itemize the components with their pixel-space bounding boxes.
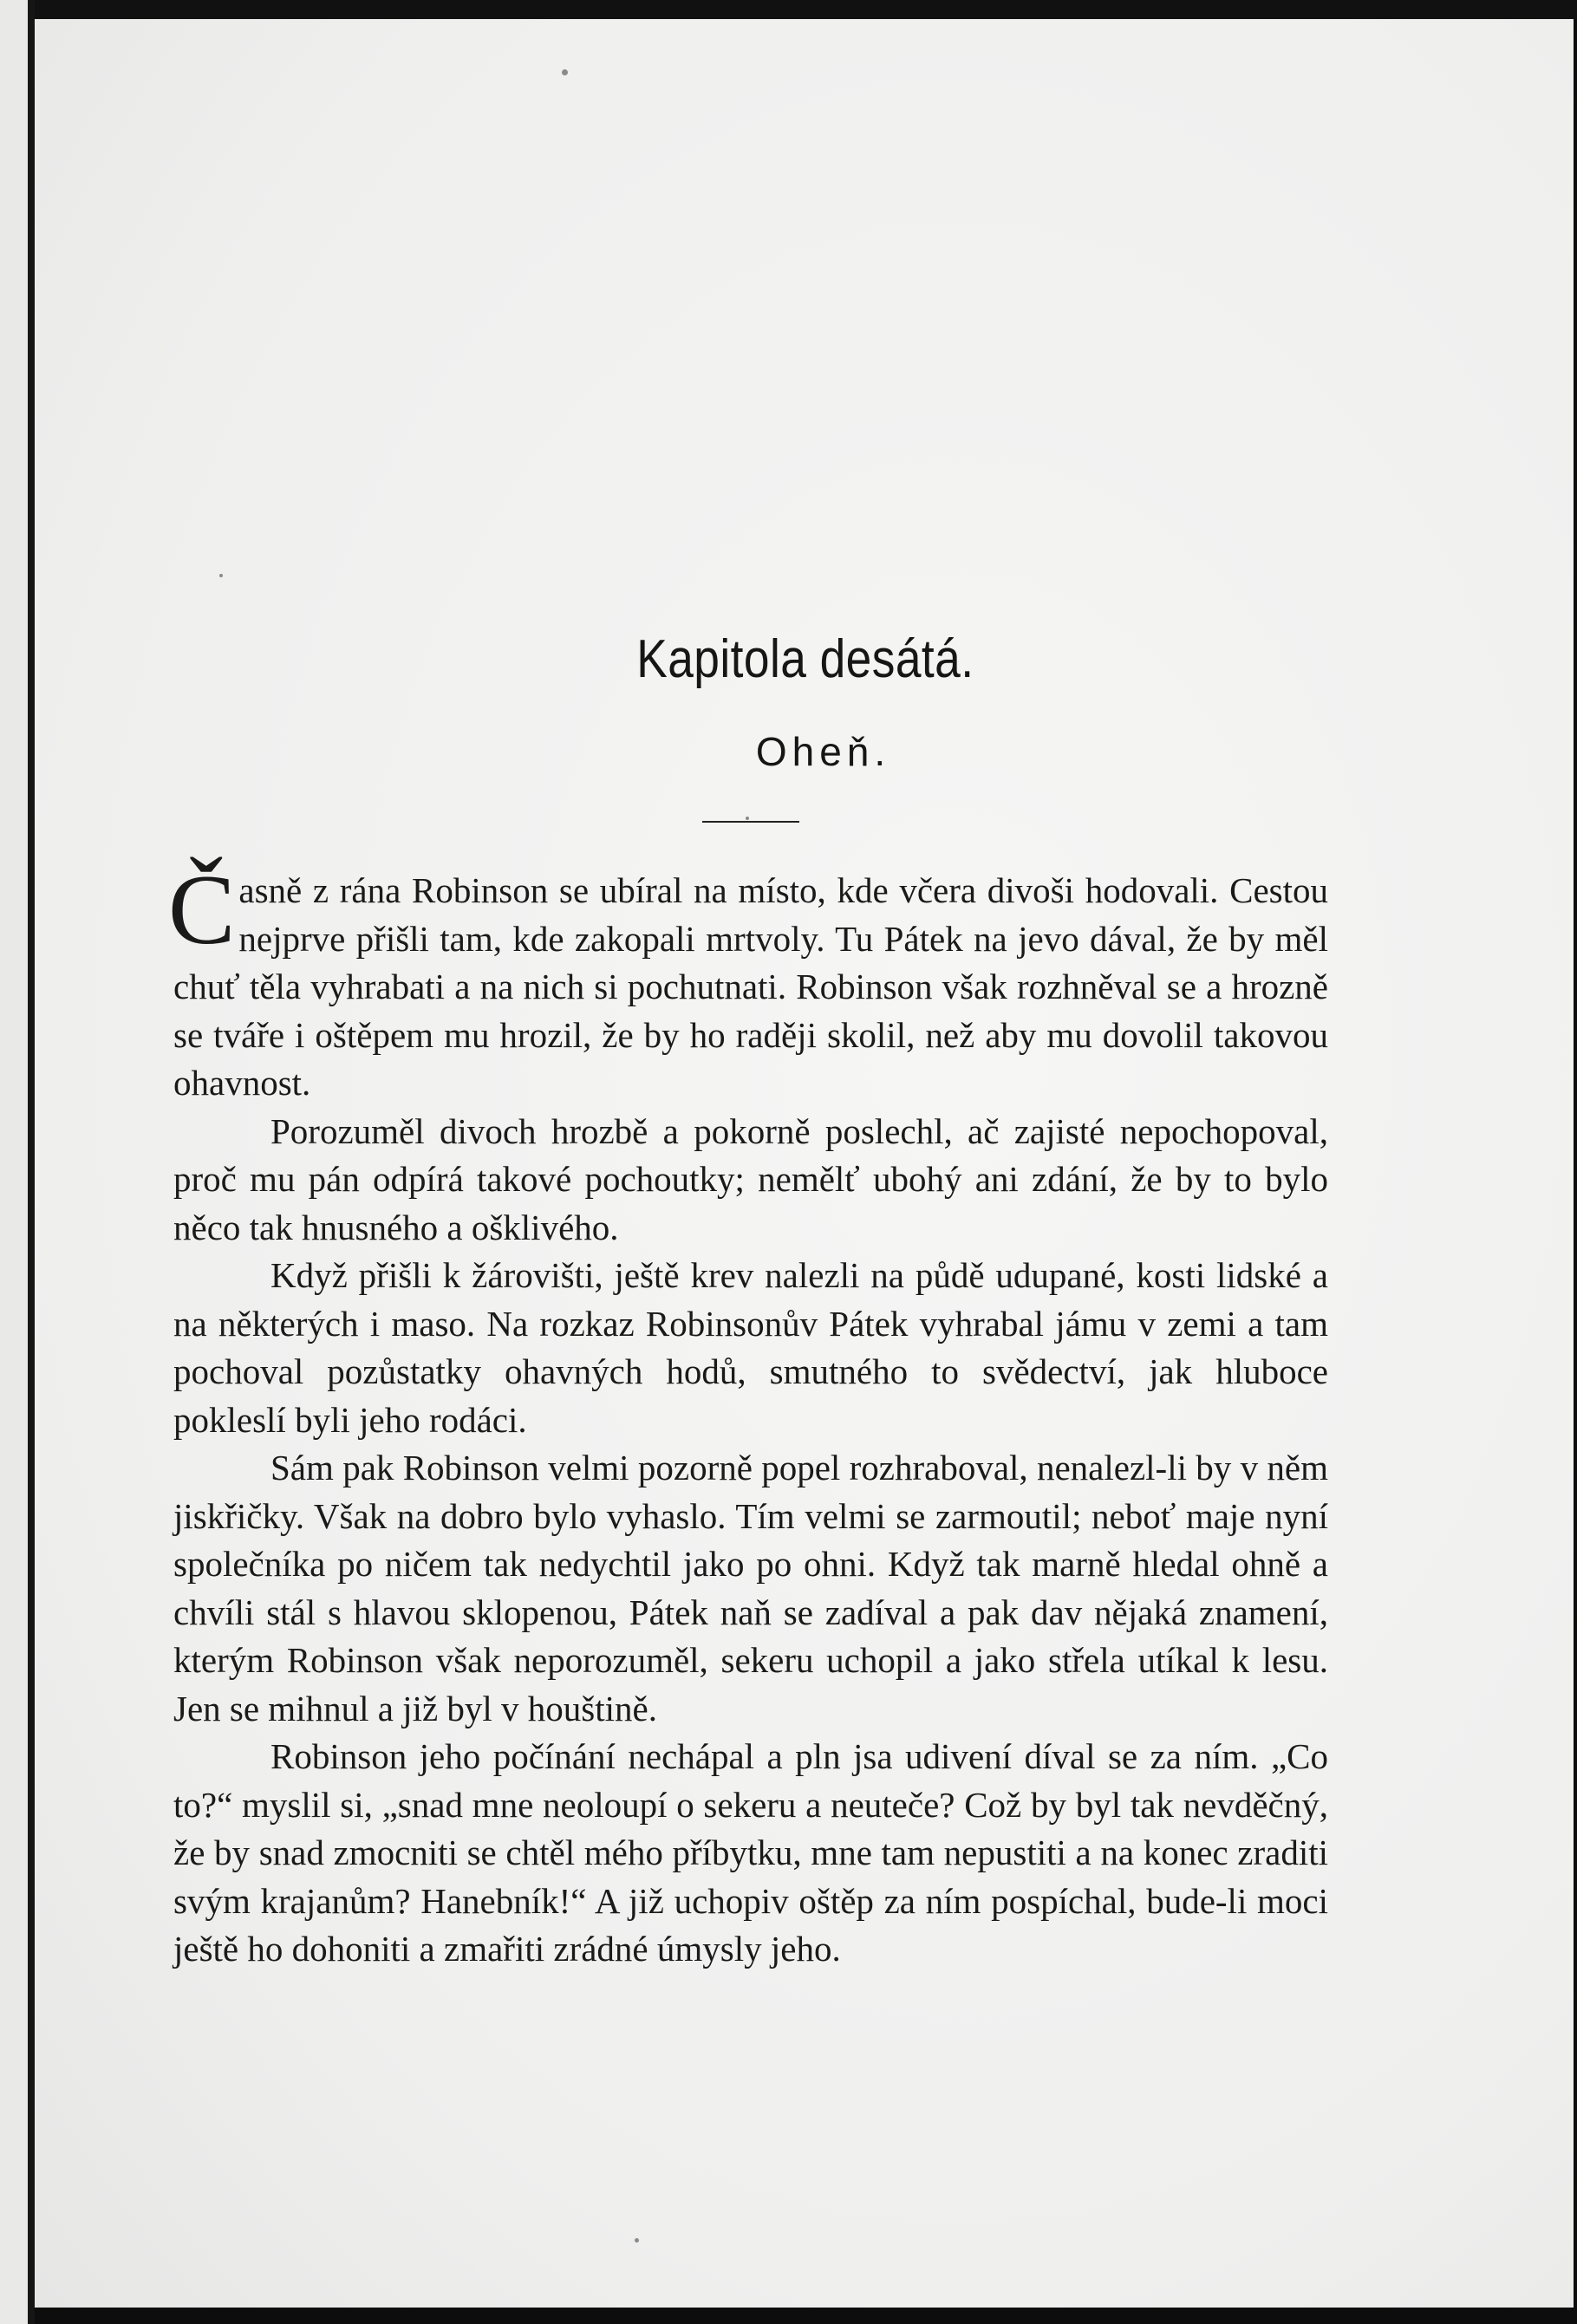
scan-top-edge bbox=[0, 0, 1577, 19]
paper-speck bbox=[562, 69, 568, 75]
paper-speck bbox=[746, 817, 749, 820]
paragraph-text: asně z rána Robinson se ubíral na místo, kde včera divoši hodovali. Cestou nejprve přišli tam, kde zakopali mrtvoly. Tu Pátek na jevo dával, že by měl chuť těla vyhrabati a na nich si pochutnati. Robinson však rozhněval se a hrozně se tváře i oštěpem mu hrozil, že by ho raději skolil, než aby mu dovolil takovou ohavnost. bbox=[173, 870, 1328, 1103]
paper-speck bbox=[635, 2238, 639, 2243]
chapter-text bbox=[168, 855, 1328, 1974]
chapter-title: Kapitola desátá. bbox=[636, 629, 974, 689]
paragraph: Porozuměl divoch hrozbě a pokorně poslechl, ač zajisté nepochopoval, proč mu pán odpírá takové pochoutky; nemělť ubohý ani zdání, že by to bylo něco tak hnusného a ošklivého. bbox=[173, 1110, 1328, 1247]
title-divider bbox=[702, 821, 799, 823]
drop-cap: Č bbox=[168, 855, 236, 966]
scan-left-edge bbox=[0, 0, 35, 2324]
paper-speck bbox=[219, 574, 223, 577]
paragraph: Robinson jeho počínání nechápal a pln jsa udivení díval se za ním. „Co to?“ myslil si, „snad mne neoloupí o sekeru a neuteče? Což by byl tak nevděčný, že by snad zmocniti se chtěl mého příbytku, mne tam nepustiti a na konec zraditi svým krajanům? Hanebník!“ A již uchopiv oštěp za ním pospíchal, bude-li moci ještě ho dohoniti a zmařiti zrádné úmysly jeho. bbox=[173, 1736, 1328, 1969]
chapter-subtitle: Oheň. bbox=[755, 729, 891, 774]
paragraph bbox=[168, 855, 1328, 1108]
paragraph: Sám pak Robinson velmi pozorně popel rozhraboval, nenalezl-li by v něm jiskřičky. Však na dobro bylo vyhaslo. Tím velmi se zarmoutil; neboť maje nyní společníka po ničem tak nedychtil jako po ohni. Když tak marně hledal ohně a chvíli stál s hlavou sklopenou, Pátek naň se zadíval a pak dav nějaká znamení, kterým Robinson však neporozuměl, sekeru uchopil a jako střela utíkal k lesu. Jen se mihnul a již byl v houštině. bbox=[173, 1448, 1328, 1728]
paragraph: Když přišli k žárovišti, ještě krev nalezli na půdě udupané, kosti lidské a na některých i maso. Na rozkaz Robinsonův Pátek vyhrabal jámu v zemi a tam pochoval pozůstatky ohavných hodů, smutného to svědectví, jak hluboce pokleslí byli jeho rodáci. bbox=[173, 1255, 1328, 1440]
